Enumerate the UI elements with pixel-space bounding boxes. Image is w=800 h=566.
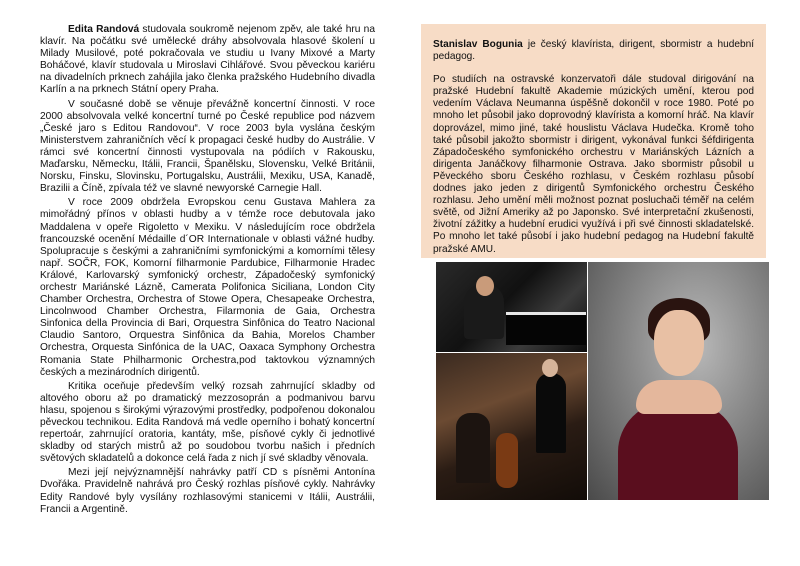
bio-paragraph-4: Kritika oceňuje především velký rozsah zahrnující skladby od altového oboru až po dramatický mezzosoprán a podmanivou barvu hlasu, spojenou s širokými výrazovými prostředky, podpořenou dokonalou pěveckou technikou. Edita Randová má vedle operního i bohatý koncertní repertoár, zahrnující oratoria, kantáty, mše, písňové cykly či jednotlivé skladby od starých mistrů až po soudobou tvorbu našich i předních světových skladatelů a dokonce celá řada z nich jí své skladby věnovala.	[40, 380, 375, 465]
orchestra-photo	[436, 353, 587, 500]
bio-paragraph-1-text: studovala soukromě nejenom zpěv, ale také hru na klavír. Na počátku své umělecké dráhy absolvovala hlasové školení u Milady Musilové, poté pokračovala ve studiu u Ivany Mixové a Marty Boháčové, klavír studovala u Miroslavi Cihlářové. Svou pěveckou kariéru na divadelních prknech zahájila jako členka pražského Hudebního divadla Karlín a na prknech Státní opery Praha.	[40, 24, 375, 96]
singer-head	[654, 310, 704, 376]
bogunia-paragraph-1-text: je český klavírista, dirigent, sbormistr a hudební pedagog.	[433, 39, 754, 63]
conductor-figure	[536, 373, 566, 453]
singer-portrait-photo	[588, 262, 769, 500]
pianist-head	[476, 276, 494, 296]
bio-paragraph-1	[40, 24, 375, 97]
bio-paragraph-3: V roce 2009 obdržela Evropskou cenu Gustava Mahlera za mimořádný přínos v oblasti hudby a v témže roce debutovala jako Maddalena v opeře Rigoletto v Mexiku. V následujícím roce obdržela francouzské ocenění Médaille d´OR Internationale v oblasti vážné hudby. Spolupracuje s českými a zahraničními symfonickými a komorními tělesy např. SOČR, FOK, Komorní filharmonie Pardubice, Filharmonie Hradec Králové, Karlovarský symfonický orchestr, Západočeský symfonický orchestr Mariánské Lázně, Camerata Polifonica Siciliana, London City Chamber Orchestra, Orchestra of Stowe Opera, Chesapeake Orchestra, Lincolnwood Chamber Orchestra, Filarmonia de Gaia, Orchestra Sinfonica della Provincia di Bari, Orquestra Sinfônica do Teatro Nacional Claudio Santoro, Orquestra Sinfônica da Bahia, Morelos Chamber Orchestra, Orquesta Sinfónica de la UAC, Oaxaca Symphony Orchestra Romania State Philharmonic Orchestra,pod taktovkou významných českých a mezinárodních dirigentů.	[40, 197, 375, 378]
edita-randova-biography	[40, 24, 375, 518]
bogunia-paragraph-1	[433, 39, 754, 63]
pianist-photo	[436, 262, 587, 352]
singer-shoulders	[636, 380, 722, 414]
singer-name: Edita Randová	[68, 24, 140, 35]
piano-shape	[506, 312, 586, 345]
cello-shape	[496, 433, 518, 488]
stanislav-bogunia-biography	[421, 24, 766, 258]
conductor-head	[542, 359, 558, 377]
singer-dress	[618, 402, 738, 500]
bio-paragraph-5: Mezi její nejvýznamnější nahrávky patří CD s písněmi Antonína Dvořáka. Pravidelně nahrává pro Český rozhlas písňové cykly. Nahrávky Edity Randové byly vysílány rozhlasovými stanicemi v Itálii, Austrálii, Francii a Argentině.	[40, 467, 375, 515]
bio-paragraph-2: V současné době se věnuje převážně koncertní činnosti. V roce 2000 absolvovala velké koncertní turné po České republice pod názvem „České jaro s Editou Randovou“. V roce 2003 byla vyslána českým Ministerstvem zahraničních věcí k propagaci české hudby do Austrálie. V rámci své koncertní činnosti vystupovala na pódiích v Rakousku, Maďarsku, Německu, Itálii, Francii, Španělsku, Slovensku, Velké Británii, Norsku, Finsku, Slovinsku, Portugalsku, Austrálii, Mexiku, USA, Kanadě, Brazilii a Číně, zpívala též ve slavné newyorské Carnegie Hall.	[40, 98, 375, 195]
conductor-name: Stanislav Bogunia	[433, 39, 523, 50]
violinist-figure	[456, 413, 490, 483]
bogunia-paragraph-2: Po studiích na ostravské konzervatoři dále studoval dirigování na pražské Hudební fakultě Akademie múzických umění, kterou pod vedením Václava Neumanna úspěšně dokončil v roce 1980. Poté po mnoho let působil jako doprovodný klavírista a komorní hráč. Na klavír doprovázel, mimo jiné, také houslistu Václava Hudečka. Kromě toho také působil jakožto sbormistr i dirigent, vykonával funkci šéfdirigenta Západočeského symfonického orchestru v Mariánských Lázních a dirigenta Janáčkovy filharmonie Ostrava. Jako sbormistr působil u Pěveckého sboru Českého rozhlasu, v Českém rozhlasu působí dodnes jako jeden z dirigentů Symfonického orchestru Českého rozhlasu. Jeho umění měli možnost poznat posluchači téměř na celém světě, od Jižní Ameriky až po Japonsko. Své interpretační zkušenosti, životní zážitky a hudební erudici využívá i při své činnosti skladatelské. Po mnoho let také působí i jako hudební pedagog na Hudební fakultě pražské AMU.	[433, 74, 754, 255]
